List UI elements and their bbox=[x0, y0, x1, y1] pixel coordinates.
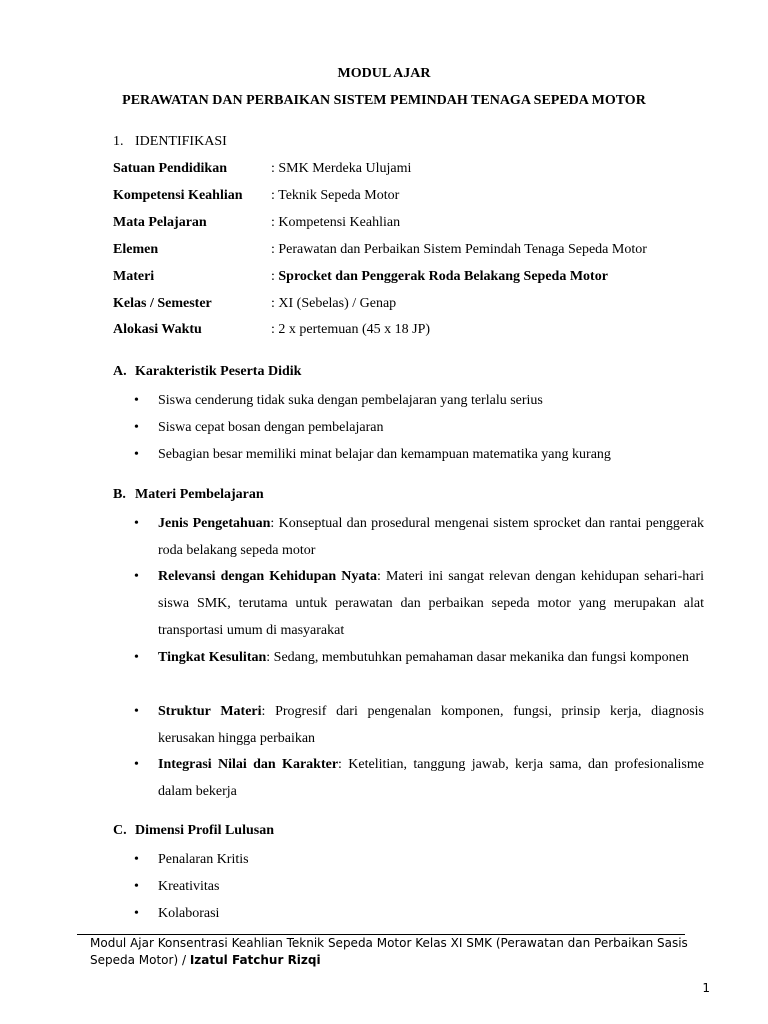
list-item-text: Kolaborasi bbox=[158, 906, 220, 921]
section-heading-text: IDENTIFIKASI bbox=[135, 134, 227, 149]
id-value bbox=[271, 269, 608, 285]
list-item-text bbox=[158, 510, 704, 564]
list-item-text bbox=[158, 751, 704, 805]
section-letter: A. bbox=[113, 364, 127, 379]
list-item-text bbox=[158, 698, 704, 752]
list-item-text bbox=[158, 563, 704, 644]
footer-text: Modul Ajar Konsentrasi Keahlian Teknik Sepeda Motor Kelas XI SMK (Perawatan dan Perbaikan Sasis bbox=[90, 936, 688, 950]
document-title: MODUL AJAR bbox=[337, 66, 431, 81]
bullet-icon: • bbox=[134, 879, 139, 894]
list-item-text: Sebagian besar memiliki minat belajar dan kemampuan matematika yang kurang bbox=[158, 447, 611, 462]
list-item-description: : Sedang, membutuhkan pemahaman dasar mekanika dan fungsi komponen bbox=[266, 650, 689, 665]
list-item-description: : Konseptual dan prosedural mengenai sistem sprocket dan rantai penggerak roda belakang sepeda motor bbox=[158, 516, 704, 558]
id-label: Satuan Pendidikan bbox=[113, 161, 227, 176]
footer-text-line2 bbox=[90, 952, 690, 969]
list-item-text: Siswa cenderung tidak suka dengan pembelajaran yang terlalu serius bbox=[158, 393, 543, 408]
id-label: Kompetensi Keahlian bbox=[113, 188, 243, 203]
page-footer bbox=[90, 935, 690, 969]
section-heading-text: Dimensi Profil Lulusan bbox=[135, 823, 274, 838]
bullet-icon: • bbox=[134, 852, 139, 867]
id-label: Kelas / Semester bbox=[113, 296, 212, 311]
section-number: 1. bbox=[113, 134, 124, 149]
list-item-term: Relevansi dengan Kehidupan Nyata bbox=[158, 569, 378, 584]
id-value: : Perawatan dan Perbaikan Sistem Pemindah Tenaga Sepeda Motor bbox=[271, 242, 647, 257]
list-item-term: Struktur Materi bbox=[158, 704, 262, 719]
list-item-description: : Progresif dari pengenalan komponen, fungsi, prinsip kerja, diagnosis kerusakan hingga perbaikan bbox=[158, 704, 704, 746]
section-b-heading bbox=[113, 487, 264, 503]
section-identifikasi-heading bbox=[113, 134, 227, 150]
bullet-icon: • bbox=[134, 906, 139, 921]
bullet-icon: • bbox=[134, 516, 139, 531]
list-item-description: : Materi ini sangat relevan dengan kehidupan sehari-hari siswa SMK, terutama untuk perawatan dan perbaikan sepeda motor yang merupakan alat transportasi umum di masyarakat bbox=[158, 569, 704, 638]
id-value: : Teknik Sepeda Motor bbox=[271, 188, 400, 203]
footer-author: Izatul Fatchur Rizqi bbox=[189, 953, 321, 967]
bullet-icon: • bbox=[134, 757, 139, 772]
bullet-icon: • bbox=[134, 650, 139, 665]
page-number: 1 bbox=[702, 981, 710, 995]
list-item-text: Penalaran Kritis bbox=[158, 852, 249, 867]
section-heading-text: Materi Pembelajaran bbox=[135, 487, 264, 502]
bullet-icon: • bbox=[134, 569, 139, 584]
id-label: Alokasi Waktu bbox=[113, 322, 202, 337]
section-letter: B. bbox=[113, 487, 126, 502]
section-a-heading bbox=[113, 364, 301, 380]
list-item-term: Tingkat Kesulitan bbox=[158, 650, 267, 665]
id-value: : SMK Merdeka Ulujami bbox=[271, 161, 412, 176]
id-label: Elemen bbox=[113, 242, 159, 257]
list-item-text: Siswa cepat bosan dengan pembelajaran bbox=[158, 420, 384, 435]
bullet-icon: • bbox=[134, 704, 139, 719]
bullet-icon: • bbox=[134, 393, 139, 408]
section-heading-text: Karakteristik Peserta Didik bbox=[135, 364, 302, 379]
list-item-text bbox=[158, 644, 704, 671]
section-letter: C. bbox=[113, 823, 127, 838]
id-value: : Kompetensi Keahlian bbox=[271, 215, 401, 230]
list-item-term: Integrasi Nilai dan Karakter bbox=[158, 757, 339, 772]
id-value: : 2 x pertemuan (45 x 18 JP) bbox=[271, 322, 431, 337]
footer-text-cont: Sepeda Motor) / bbox=[90, 953, 190, 967]
id-value-prefix: : bbox=[271, 269, 279, 284]
list-item-text: Kreativitas bbox=[158, 879, 220, 894]
id-label: Materi bbox=[113, 269, 155, 284]
document-subtitle: PERAWATAN DAN PERBAIKAN SISTEM PEMINDAH TENAGA SEPEDA MOTOR bbox=[122, 93, 646, 108]
id-value-bold: Sprocket dan Penggerak Roda Belakang Sepeda Motor bbox=[278, 269, 608, 284]
list-item-term: Jenis Pengetahuan bbox=[158, 516, 271, 531]
list-item-description: : Ketelitian, tanggung jawab, kerja sama, dan profesionalisme dalam bekerja bbox=[158, 757, 704, 799]
id-value: : XI (Sebelas) / Genap bbox=[271, 296, 397, 311]
section-c-heading bbox=[113, 823, 274, 839]
bullet-icon: • bbox=[134, 420, 139, 435]
id-label: Mata Pelajaran bbox=[113, 215, 207, 230]
bullet-icon: • bbox=[134, 447, 139, 462]
